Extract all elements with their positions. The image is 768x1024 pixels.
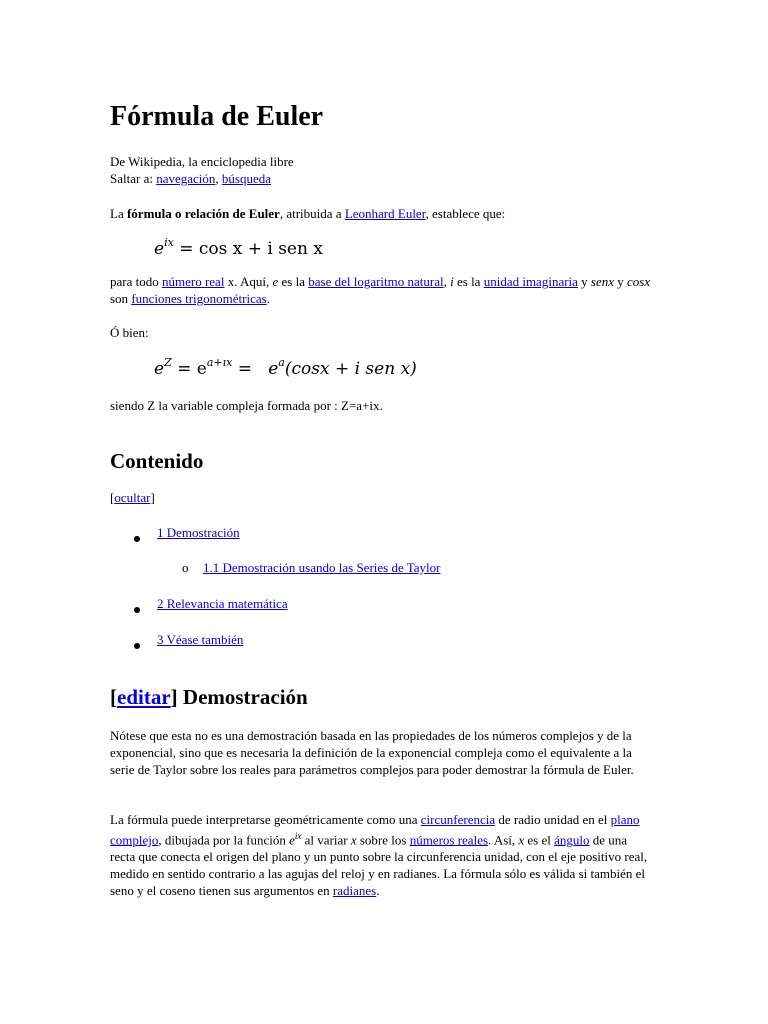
imaginary-unit-link[interactable]: unidad imaginaria [483, 274, 578, 289]
real-number-link[interactable]: número real [161, 274, 225, 289]
complex-formula: $e^Z = e^{a+ıx} = e^a(\cos x + i$ sen x) [154, 356, 417, 379]
navigation-link[interactable]: navegación [156, 171, 216, 186]
bullet-icon [134, 530, 140, 546]
demonstration-paragraph: Nótese que esta no es una demostración basada en las propiedades de los números complejos y de la exponencial, sino que es necesaria la definición de la exponencial compleja como el equivalente a la serie de Taylor sobre los reales para parámetros complejos para poder demostrar la fórmula de Euler. [110, 728, 634, 777]
or-text: Ó bien: [110, 325, 149, 340]
trig-functions-link[interactable]: funciones trigonométricas [131, 291, 267, 306]
sub-bullet-icon: o [182, 560, 189, 575]
toc-item-relevancia[interactable]: 2 Relevancia matemática [157, 596, 288, 611]
hide-toc-link[interactable]: ocultar [114, 490, 151, 505]
site-subtitle: De Wikipedia, la enciclopedia libre Saltar a: navegación, búsqueda [110, 154, 294, 186]
geometric-paragraph: La fórmula puede interpretarse geométricamente como una circunferencia de radio unidad en el plano complejo, dibujada por la función $e^{ix}$ al variar x sobre los números reales. Así, x es el ángulo de una recta que conecta el origen del plano y un punto sobre la circunferencia unidad, con el eje positivo real, medido en sentido contrario a las agujas del reloj y en radianes. La fórmula sólo es válida si también el seno y el coseno tienen sus argumentos en radianes. [110, 812, 648, 899]
page-title: Fórmula de Euler [110, 101, 324, 132]
radians-link[interactable]: radianes [332, 883, 377, 899]
toc-item-demostracion[interactable]: 1 Demostración [157, 525, 240, 540]
real-numbers-link[interactable]: números reales [409, 832, 489, 848]
complex-variable-note: siendo Z la variable compleja formada por : Z=a+ix. [110, 398, 383, 413]
bullet-icon [134, 637, 140, 653]
euler-formula: $e^{ix} = \cos x + i$ sen x [154, 236, 323, 259]
definitions-paragraph: para todo número real x. Aquí, e es la base del logaritmo natural, i es la unidad imaginaria y senx y cosx son funciones trigonométricas. [110, 274, 651, 306]
circle-link[interactable]: circunferencia [420, 812, 496, 827]
complex-plane-link[interactable]: plano complejo [110, 812, 640, 848]
section-heading-demostracion: [editar] Demostración [110, 685, 308, 709]
search-link[interactable]: búsqueda [221, 171, 272, 186]
contents-heading: Contenido [110, 449, 204, 473]
bullet-icon [134, 601, 140, 617]
natural-log-base-link[interactable]: base del logaritmo natural [308, 274, 444, 289]
toc-toggle: [ocultar] [110, 490, 155, 505]
jump-links: Saltar a: navegación, búsqueda [110, 171, 272, 186]
leonhard-euler-link[interactable]: Leonhard Euler [344, 206, 426, 221]
toc-item-taylor[interactable]: 1.1 Demostración usando las Series de Taylor [203, 560, 441, 575]
edit-section-link[interactable]: editar [117, 685, 171, 709]
intro-paragraph: La fórmula o relación de Euler, atribuida a Leonhard Euler, establece que: [110, 206, 506, 221]
toc-item-vease[interactable]: 3 Véase también [157, 632, 244, 647]
angle-link[interactable]: ángulo [554, 832, 590, 848]
